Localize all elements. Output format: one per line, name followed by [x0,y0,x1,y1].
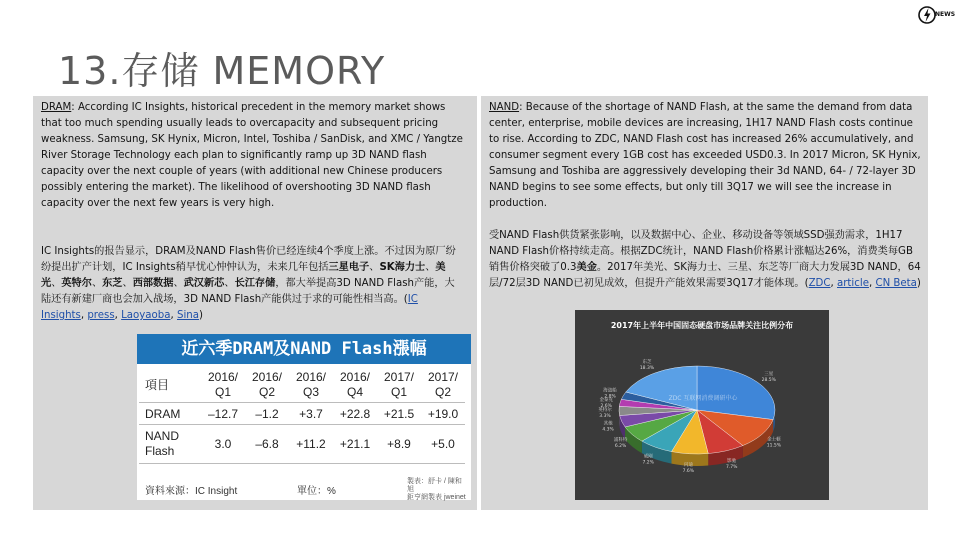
table-cell: –12.7 [201,403,245,425]
nand-english-paragraph [489,100,921,212]
table-heading: 近六季DRAM及NAND Flash漲幅 [137,334,471,364]
company-micron: 美光 [41,262,446,289]
table-cell: +19.0 [421,403,465,425]
pie-slice-value: 6.2% [614,444,627,450]
link-zdc[interactable]: ZDC [808,278,831,289]
table-cell: +21.1 [333,425,377,464]
cn-text: 。2017年美光、SK海力士、三星、东芝等厂商大力发展3D NAND，64层/72层3D NAND已初见成效，但提升产能效果需要3Q17才能体现。( [489,262,921,289]
pie-slice-value: 7.2% [642,460,654,466]
table-cell: 3.0 [201,425,245,464]
table-row [139,403,465,425]
pie-slice-value: 4.3% [602,427,614,433]
pie-slice-label: 英特尔 [598,408,612,414]
table-cell: +3.7 [289,403,333,425]
price-change-table [137,334,471,500]
header-period [377,368,421,403]
chart-watermark: ZDC 互联网消费调研中心 [668,395,738,402]
company-xmc: 武汉新芯 [183,278,225,289]
sep: 、 [51,278,62,289]
sep: 、 [224,278,235,289]
period-year: 2017/ [383,370,415,384]
sep: , [830,278,837,289]
nand-label: NAND [489,102,520,113]
row-label [139,425,201,464]
period-quarter: Q2 [434,385,451,399]
sep: , [80,310,88,321]
table-cell: –1.2 [245,403,289,425]
dram-chinese-paragraph [41,244,461,324]
sep: 、 [173,278,184,289]
ssd-brand-pie-chart [575,310,829,500]
company-wd: 西部数据 [132,278,174,289]
pie-slice-label: 闪迪 [683,462,693,468]
link-sina[interactable]: Sina [176,310,199,321]
sep: , [170,310,177,321]
pie-slice-label: 海盗船 [603,388,617,394]
slide-title: 13.存储 MEMORY [58,49,386,93]
news-logo [918,4,954,26]
pie-slice-value: 7.7% [725,464,738,470]
table-header-row [139,368,465,403]
price-table-grid [139,368,465,464]
nand-panel [481,96,928,510]
pie-slice-label: 东芝 [642,360,652,366]
pie-slice-label: 浦科特 [613,438,628,444]
period-year: 2016/ [339,370,371,384]
pie-slice-value: 3.3% [599,414,611,420]
header-period [289,368,333,403]
link-cnbeta[interactable]: CN Beta [875,278,917,289]
pie-slice-value: 18.3% [639,366,655,372]
header-period [333,368,377,403]
logo-text: NEWS [935,11,956,18]
header-period [421,368,465,403]
cn-text: IC Insights的报告显示，DRAM及NAND Flash售价已经连续4个季度上涨。不过因为原厂纷纷提出扩产计划，IC Insights稍早忧心忡忡认为，未来几年包括 [41,246,456,273]
sep: , [868,278,876,289]
company-intel: 英特尔 [61,278,92,289]
company-ymtc: 长江存储 [234,278,276,289]
nand-chinese-paragraph [489,228,921,292]
period-year: 2016/ [251,370,283,384]
nand-english-text: : Because of the shortage of NAND Flash, at the same the demand from data center, enterprise, mobile devices are increasing, 1H17 NAND Flash costs continue to rise. According to ZDC, NAND Flash cost has increased 26% accumulatively, and consumer segment every 1GB cost has exceeded USD0.3. In 2017 Micron, SK Hynix, Samsung and Toshiba are aggressively developing their 3d NAND, 64- / 72-layer 3D NAND begins to see some effects, but only till 3Q17 we will see the increase in production. [489,102,921,209]
header-period [245,368,289,403]
header-item: 項目 [139,368,201,403]
period-quarter: Q4 [346,385,363,399]
table-cell: +21.5 [377,403,421,425]
dram-panel [33,96,477,510]
sep: 、 [369,262,380,273]
table-source: 資料來源：IC Insight [145,486,238,497]
pie-slice-label: 威刚 [643,454,653,460]
period-quarter: Q3 [302,385,319,399]
cn-text: 受NAND Flash供货紧张影响，以及数据中心、企业、移动设备等领域SSD强劲需求，1H17 NAND Flash价格持续走高。根据ZDC统计，NAND Flash价格累计涨幅达26%，消费类每GB销售价格突破了0.3 [489,230,913,273]
cn-text: ，都大举提高3D NAND Flash产能，大陆还有新建厂商也会加入战场，3D NAND Flash产能供过于求的可能性相当高。( [41,278,455,305]
table-cell: –6.8 [245,425,289,464]
period-quarter: Q1 [214,385,231,399]
chart-title: 2017年上半年中国固态硬盘市场品牌关注比例分布 [610,321,794,330]
table-row [139,425,465,464]
pie-svg [575,310,829,500]
company-skhynix: SK海力士 [379,262,426,273]
dram-label: DRAM [41,102,72,113]
link-laoyaoba[interactable]: Laoyaoba [121,310,171,321]
period-quarter: Q1 [390,385,407,399]
period-quarter: Q2 [258,385,275,399]
sep: 、 [122,278,133,289]
pie-slice-label: 影驰 [727,458,737,464]
row-label-line: NAND [145,429,180,443]
credit-line: 鉅亨網製表 jweinet [407,494,466,501]
company-samsung: 三星电子 [328,262,370,273]
table-cell: +5.0 [421,425,465,464]
table-cell: +11.2 [289,425,333,464]
table-cell: +8.9 [377,425,421,464]
pie-slice-label: 金士顿 [767,437,781,443]
pie-slice-value: 28.5% [761,377,776,383]
sep: 、 [425,262,436,273]
sep: , [114,310,122,321]
link-ic-insights[interactable]: IC Insights [41,294,418,321]
sep: ) [916,278,921,289]
link-press[interactable]: press [87,310,115,321]
pie-slice-value: 2.6% [600,403,612,409]
cn-bold-usd: 美金 [576,262,597,273]
header-period [201,368,245,403]
pie-slice-value: 11.5% [766,443,782,449]
dram-english-text: : According IC Insights, historical precedent in the memory market shows that too much spending usually leads to overcapacity and subsequent pricing weakness. Samsung, SK Hynix, Micron, Intel, Toshiba / SanDisk, and XMC / Yangtze River Storage Technology each plan to significantly ramp up 3D NAND flash capacity over the next couple of years (with additional new Chinese producers possibly entering the market). The likelihood of overshooting 3D NAND flash capacity over the next few years is very high. [41,102,463,209]
period-year: 2016/ [295,370,327,384]
company-toshiba: 东芝 [102,278,123,289]
period-year: 2017/ [427,370,459,384]
pie-slice-value: 7.6% [682,468,695,474]
pie-slice-value: 2.8% [604,394,616,400]
period-year: 2016/ [207,370,239,384]
row-label: DRAM [139,403,201,425]
table-unit: 單位：% [297,486,336,497]
pie-slice-label: 三星 [764,371,774,377]
dram-english-paragraph [41,100,469,212]
pie-slice-label: 其他 [603,421,613,427]
row-label-line: Flash [145,444,175,458]
sep: 、 [91,278,103,289]
table-cell: +22.8 [333,403,377,425]
pie-slice-label: 金泰克 [599,397,613,403]
sep: ) [198,310,203,321]
credit-line: 製表：舒卡 / 陳和旭 [407,478,462,493]
table-credit [407,478,467,502]
link-article[interactable]: article [837,278,869,289]
